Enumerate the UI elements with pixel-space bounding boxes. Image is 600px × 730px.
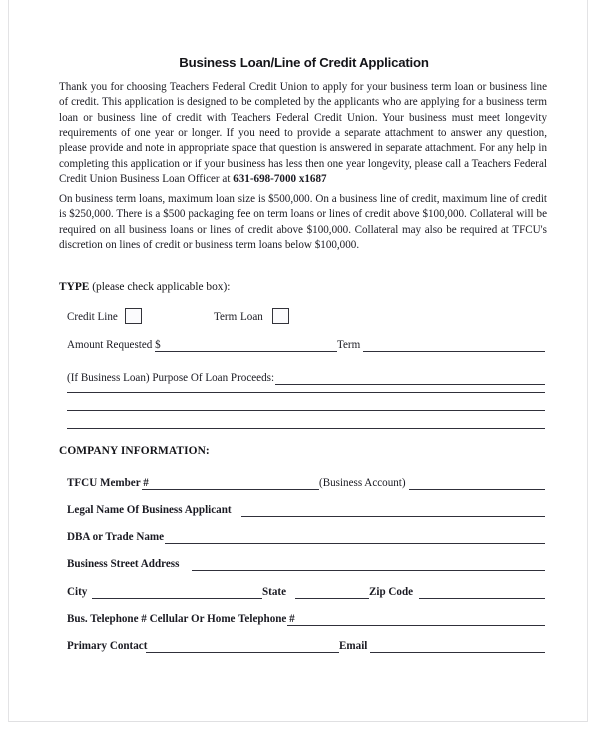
business-account-input[interactable] [409,489,545,490]
primary-contact-row [59,637,549,654]
term-loan-label: Term Loan [214,311,263,323]
loan-purpose-blank-line-3[interactable] [67,428,545,429]
state-label: State [262,586,287,598]
loan-purpose-row [59,369,549,386]
loan-purpose-blank-line-1[interactable] [67,392,545,393]
term-loan-checkbox[interactable] [272,308,289,324]
amount-requested-input[interactable] [155,351,337,352]
street-address-row [59,555,549,572]
telephone-row [59,610,549,627]
type-heading-strong: TYPE [59,281,90,293]
email-label: Email [339,640,368,652]
email-input[interactable] [370,652,545,653]
street-address-label: Business Street Address [67,558,180,570]
amount-requested-label: Amount Requested $ [67,339,161,351]
term-label: Term [337,339,361,351]
city-state-zip-row [59,583,549,600]
credit-line-label: Credit Line [67,311,118,323]
company-information-heading: COMPANY INFORMATION: [59,445,210,457]
document-page [8,0,588,722]
page-title: Business Loan/Line of Credit Application [179,55,429,70]
intro-paragraph-text: Thank you for choosing Teachers Federal Credit Union to apply for your business term loan or business line of credit. This application is designed to be completed by the applicants who are applying for a business term loan or business line of credit with Teachers Federal Credit Union. Your business must meet longevity requirements of one year or longer. If you need to provide a separate attachment to answer any question, please provide and note in appropriate space that question is answered in separate attachment. For any help in completing this application or if your business has less then one year longevity, please call a Teachers Federal Credit Union Business Loan Officer at [59,81,547,186]
loan-terms-paragraph: On business term loans, maximum loan size is $500,000. On a business line of credit, maximum line of credit is $250,000. There is a $500 packaging fee on term loans or lines of credit above $100,000. Collateral will be required on all business loans or lines of credit above $100,000. Collateral may also be required at TFCU's discretion on lines of credit or business term loans below $100,000. [59,193,547,252]
dba-name-label: DBA or Trade Name [67,531,165,543]
loan-purpose-input[interactable] [275,384,545,385]
primary-contact-label: Primary Contact [67,640,148,652]
loan-purpose-blank-line-2[interactable] [67,410,545,411]
amount-requested-row [59,336,549,353]
loan-type-checkbox-row [59,308,549,328]
credit-line-checkbox[interactable] [125,308,142,324]
legal-name-input[interactable] [241,516,545,517]
term-input[interactable] [363,351,545,352]
loan-purpose-label: (If Business Loan) Purpose Of Loan Proceeds: [67,372,275,384]
telephone-input[interactable] [287,625,545,626]
city-label: City [67,586,88,598]
type-heading-note: (please check applicable box): [89,281,231,293]
dba-name-input[interactable] [165,543,545,544]
state-input[interactable] [295,598,369,599]
legal-name-label: Legal Name Of Business Applicant [67,504,232,516]
intro-paragraph [59,80,547,187]
primary-contact-input[interactable] [146,652,339,653]
city-input[interactable] [92,598,262,599]
tfcu-member-input[interactable] [142,489,319,490]
tfcu-member-label: TFCU Member # [67,477,149,489]
type-section-heading [59,281,230,293]
legal-name-row [59,501,549,518]
loan-officer-phone: 631-698-7000 x1687 [233,173,327,186]
zip-code-input[interactable] [419,598,545,599]
business-account-label: (Business Account) [319,477,406,489]
street-address-input[interactable] [192,570,545,571]
telephone-label: Bus. Telephone # Cellular Or Home Telephone # [67,613,295,625]
dba-name-row [59,528,549,545]
zip-code-label: Zip Code [369,586,414,598]
tfcu-member-row [59,474,549,491]
